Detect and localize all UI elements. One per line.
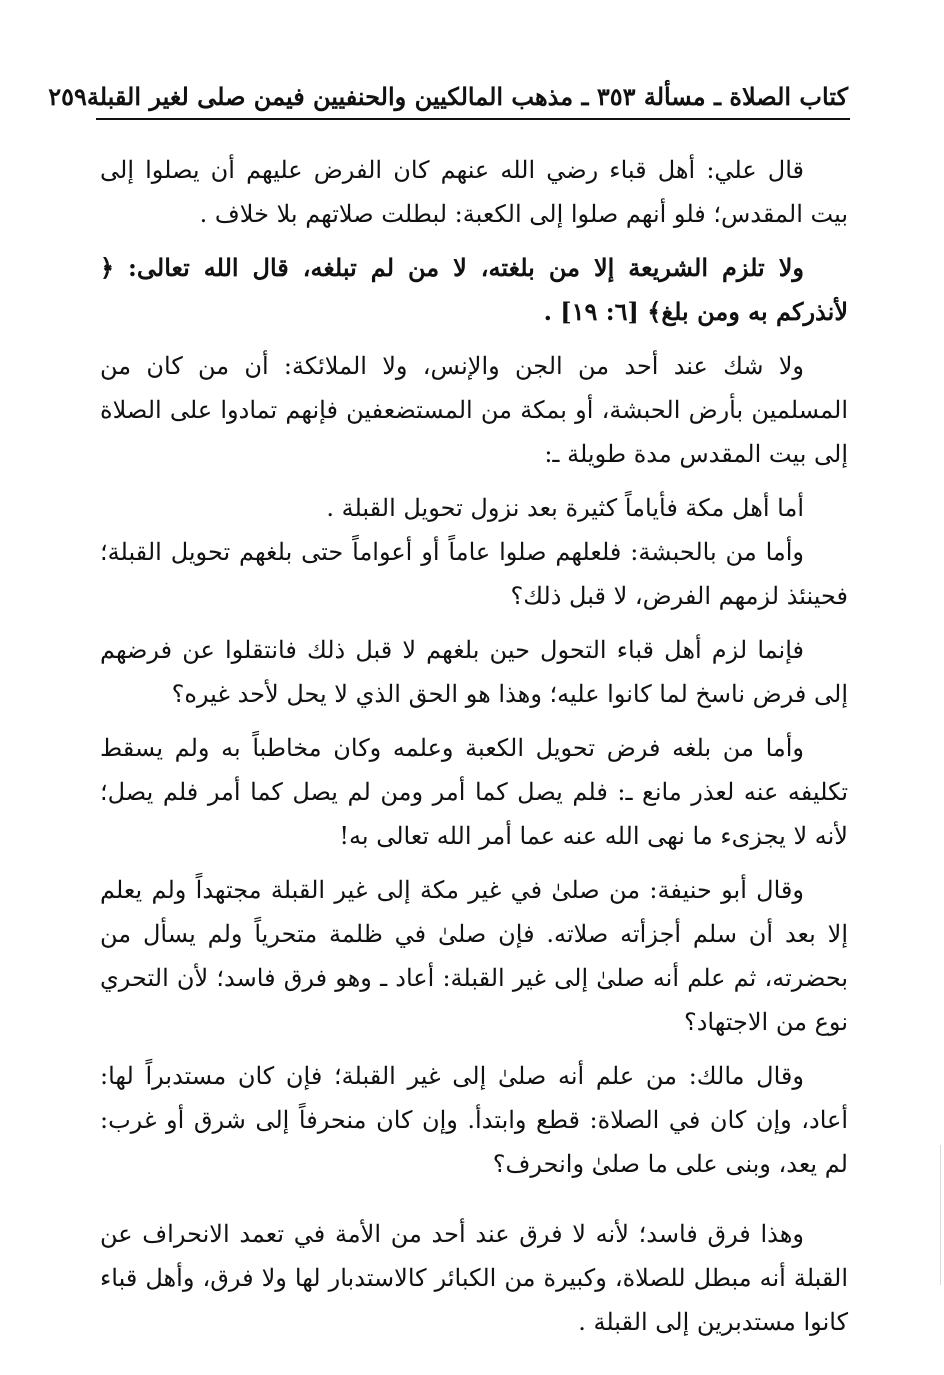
running-header [48, 72, 848, 112]
paragraph: فإنما لزم أهل قباء التحول حين بلغهم لا قبل ذلك فانتقلوا عن فرضهم إلى فرض ناسخ لما كانوا عليه؛ وهذا هو الحق الذي لا يحل لأحد غيره؟ [100, 636, 848, 708]
body-text [100, 148, 848, 1354]
paragraph-quran-citation: ولا تلزم الشريعة إلا من بلغته، لا من لم تبلغه، قال الله تعالى: ﴿ لأنذركم به ومن بلغ﴾ [٦: ١٩] . [100, 253, 848, 326]
header-divider [96, 118, 850, 120]
paragraph: وقال أبو حنيفة: من صلىٰ في غير مكة إلى غير القبلة مجتهداً ولم يعلم إلا بعد أن سلم أجزأته صلاته. فإن صلىٰ في ظلمة متحرياً ولم يسأل من بحضرته، ثم علم أنه صلىٰ إلى غير القبلة: أعاد ـ وهو فرق فاسد؛ لأن التحري نوع من الاجتهاد؟ [100, 876, 848, 1036]
paragraph: وأما من بالحبشة: فلعلهم صلوا عاماً أو أعواماً حتى بلغهم تحويل القبلة؛ فحينئذ لزمهم الفرض، لا قبل ذلك؟ [100, 538, 848, 610]
paragraph: أما أهل مكة فأياماً كثيرة بعد نزول تحويل القبلة . [326, 494, 804, 522]
paragraph: وهذا فرق فاسد؛ لأنه لا فرق عند أحد من الأمة في تعمد الانحراف عن القبلة أنه مبطل للصلاة، وكبيرة من الكبائر كالاستدبار لها ولا فرق، وأهل قباء كانوا مستدبرين إلى القبلة . [100, 1220, 848, 1336]
running-title: كتاب الصلاة ـ مسألة ٣٥٣ ـ مذهب المالكيين والحنفيين فيمن صلى لغير القبلة [86, 82, 848, 111]
scan-margin-line [940, 1145, 941, 1285]
paragraph: قال علي: أهل قباء رضي الله عنهم كان الفرض عليهم أن يصلوا إلى بيت المقدس؛ فلو أنهم صلوا إلى الكعبة: لبطلت صلاتهم بلا خلاف . [100, 156, 848, 228]
paragraph: ولا شك عند أحد من الجن والإنس، ولا الملائكة: أن من كان من المسلمين بأرض الحبشة، أو بمكة من المستضعفين فإنهم تمادوا على الصلاة إلى بيت المقدس مدة طويلة ـ: [100, 352, 848, 468]
paragraph: وأما من بلغه فرض تحويل الكعبة وعلمه وكان مخاطباً به ولم يسقط تكليفه عنه لعذر مانع ـ: فلم يصل كما أمر ومن لم يصل كما أمر فلم يصل؛ لأنه لا يجزىء ما نهى الله عنه عما أمر الله تعالى به! [100, 734, 848, 850]
paragraph: وقال مالك: من علم أنه صلىٰ إلى غير القبلة؛ فإن كان مستدبراً لها: أعاد، وإن كان في الصلاة: قطع وابتدأ. وإن كان منحرفاً إلى شرق أو غرب: لم يعد، وبنى على ما صلىٰ وانحرف؟ [100, 1062, 848, 1178]
page-number: ٢٥٩ [48, 82, 87, 111]
